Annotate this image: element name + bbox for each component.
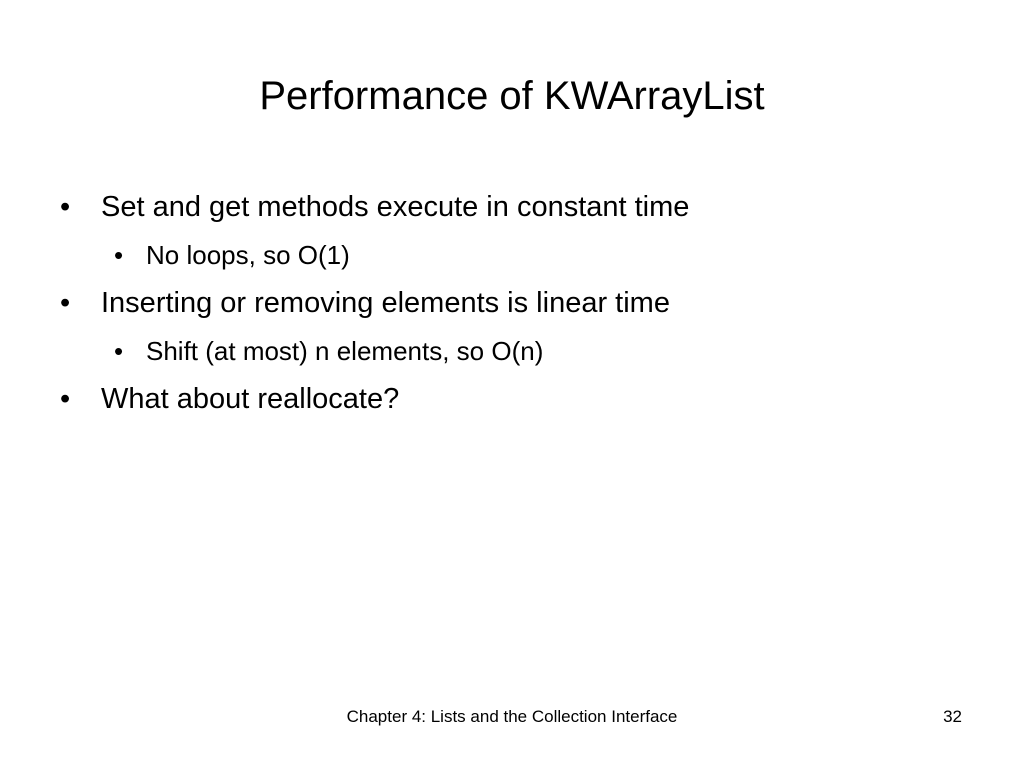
bullet-text: Set and get methods execute in constant time (101, 191, 690, 223)
sub-bullet-item (0, 234, 1024, 282)
bullet-marker: • (60, 287, 71, 319)
sub-bullet-item (0, 330, 1024, 378)
bullet-item (0, 282, 1024, 330)
slide-title: Performance of KWArrayList (259, 74, 765, 118)
bullet-text: Inserting or removing elements is linear time (101, 287, 670, 319)
bullet-text: Shift (at most) n elements, so O(n) (146, 336, 544, 366)
bullet-item (0, 186, 1024, 234)
bullet-text: What about reallocate? (101, 383, 400, 415)
bullet-item (0, 378, 1024, 426)
bullet-marker: • (114, 240, 124, 270)
footer-chapter-title: Chapter 4: Lists and the Collection Interface (346, 707, 678, 726)
bullet-marker: • (60, 383, 71, 415)
bullet-marker: • (114, 336, 124, 366)
slide-number: 32 (943, 707, 962, 726)
bullet-list (0, 186, 1024, 426)
bullet-marker: • (60, 191, 71, 223)
bullet-text: No loops, so O(1) (146, 240, 350, 270)
